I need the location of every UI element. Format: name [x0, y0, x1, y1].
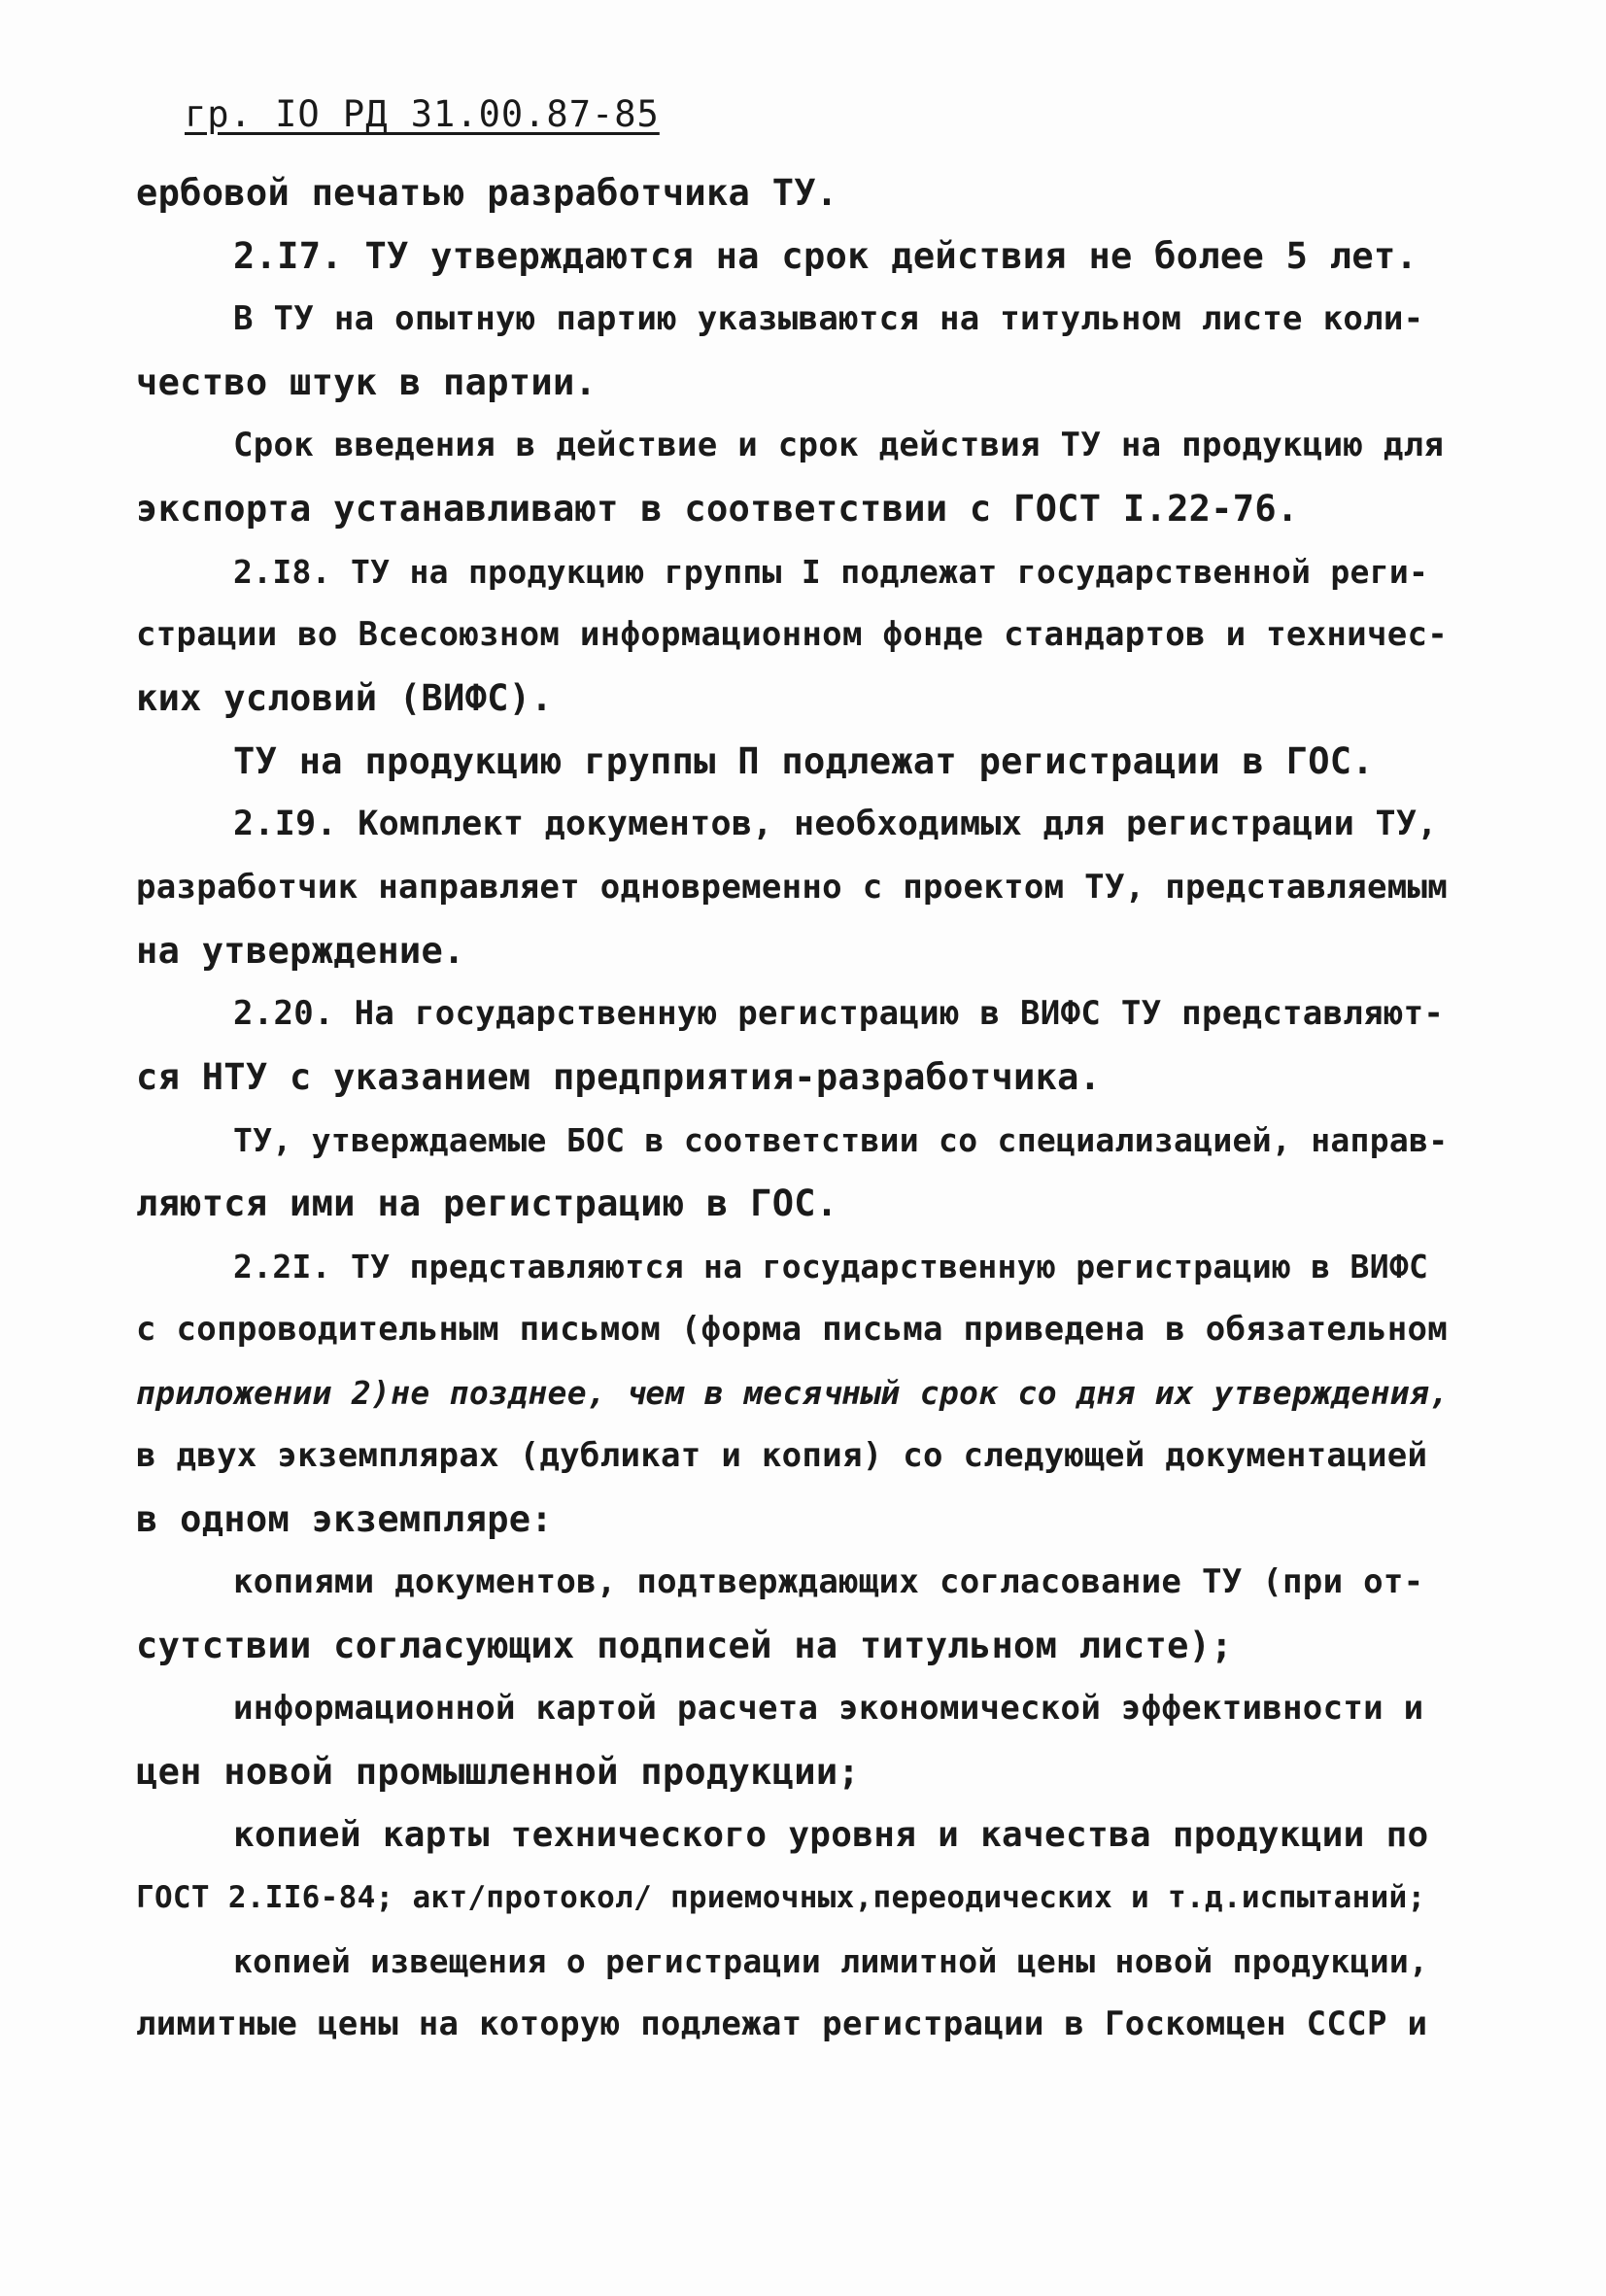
text-line: чество штук в партии. [136, 361, 598, 403]
text-line: 2.I9. Комплект документов, необходимых для регистрации ТУ, [233, 805, 1438, 843]
text-line: разработчик направляет одновременно с проектом ТУ, представляемым [136, 868, 1449, 907]
text-line: ТУ, утверждаемые БОС в соответствии со специализацией, направ- [233, 1121, 1449, 1159]
text-line: 2.I8. ТУ на продукцию группы I подлежат государственной реги- [233, 553, 1429, 591]
text-line: на утверждение. [136, 930, 465, 972]
page-header: гр. IO РД 31.00.87-85 [185, 93, 660, 135]
text-line: в двух экземплярах (дубликат и копия) со следующей документацией [136, 1436, 1428, 1475]
text-line: информационной картой расчета экономической эффективности и [233, 1689, 1424, 1728]
text-line: страции во Всесоюзном информационном фонде стандартов и техничес- [136, 615, 1449, 654]
text-line: ляются ими на регистрацию в ГОС. [136, 1182, 838, 1224]
text-line: 2.20. На государственную регистрацию в ВИФС ТУ представляют- [233, 994, 1445, 1033]
text-line: Срок введения в действие и срок действия ТУ на продукцию для [233, 426, 1445, 464]
text-line: ся НТУ с указанием предприятия-разработчика. [136, 1056, 1102, 1098]
text-line: копией извещения о регистрации лимитной цены новой продукции, [233, 1942, 1429, 1980]
text-line: экспорта устанавливают в соответствии с ГОСТ I.22-76. [136, 488, 1299, 530]
text-line: копией карты технического уровня и качества продукции по [233, 1815, 1429, 1855]
text-line: ербовой печатью разработчика ТУ. [136, 172, 838, 214]
text-line: 2.I7. ТУ утверждаются на срок действия не более 5 лет. [233, 235, 1418, 277]
text-line: В ТУ на опытную партию указываются на титульном листе коли- [233, 299, 1424, 338]
text-line: приложении 2)не позднее, чем в месячный срок со дня их утверждения, [136, 1374, 1450, 1412]
text-line: лимитные цены на которую подлежат регистрации в Госкомцен СССР и [136, 2005, 1428, 2043]
text-line: ГОСТ 2.II6-84; акт/протокол/ приемочных,переодических и т.д.испытаний; [136, 1880, 1426, 1915]
text-line: сутствии согласующих подписей на титульном листе); [136, 1625, 1233, 1666]
document-body [136, 161, 1457, 2056]
text-line: 2.2I. ТУ представляются на государственную регистрацию в ВИФС [233, 1248, 1429, 1285]
text-line: цен новой промышленной продукции; [136, 1751, 861, 1793]
text-line: с сопроводительным письмом (форма письма приведена в обязательном [136, 1310, 1449, 1349]
text-line: копиями документов, подтверждающих согласование ТУ (при от- [233, 1562, 1424, 1601]
text-line: ТУ на продукцию группы П подлежат регистрации в ГОС. [233, 740, 1374, 782]
text-line: ких условий (ВИФС). [136, 677, 553, 719]
text-line: в одном экземпляре: [136, 1498, 553, 1540]
